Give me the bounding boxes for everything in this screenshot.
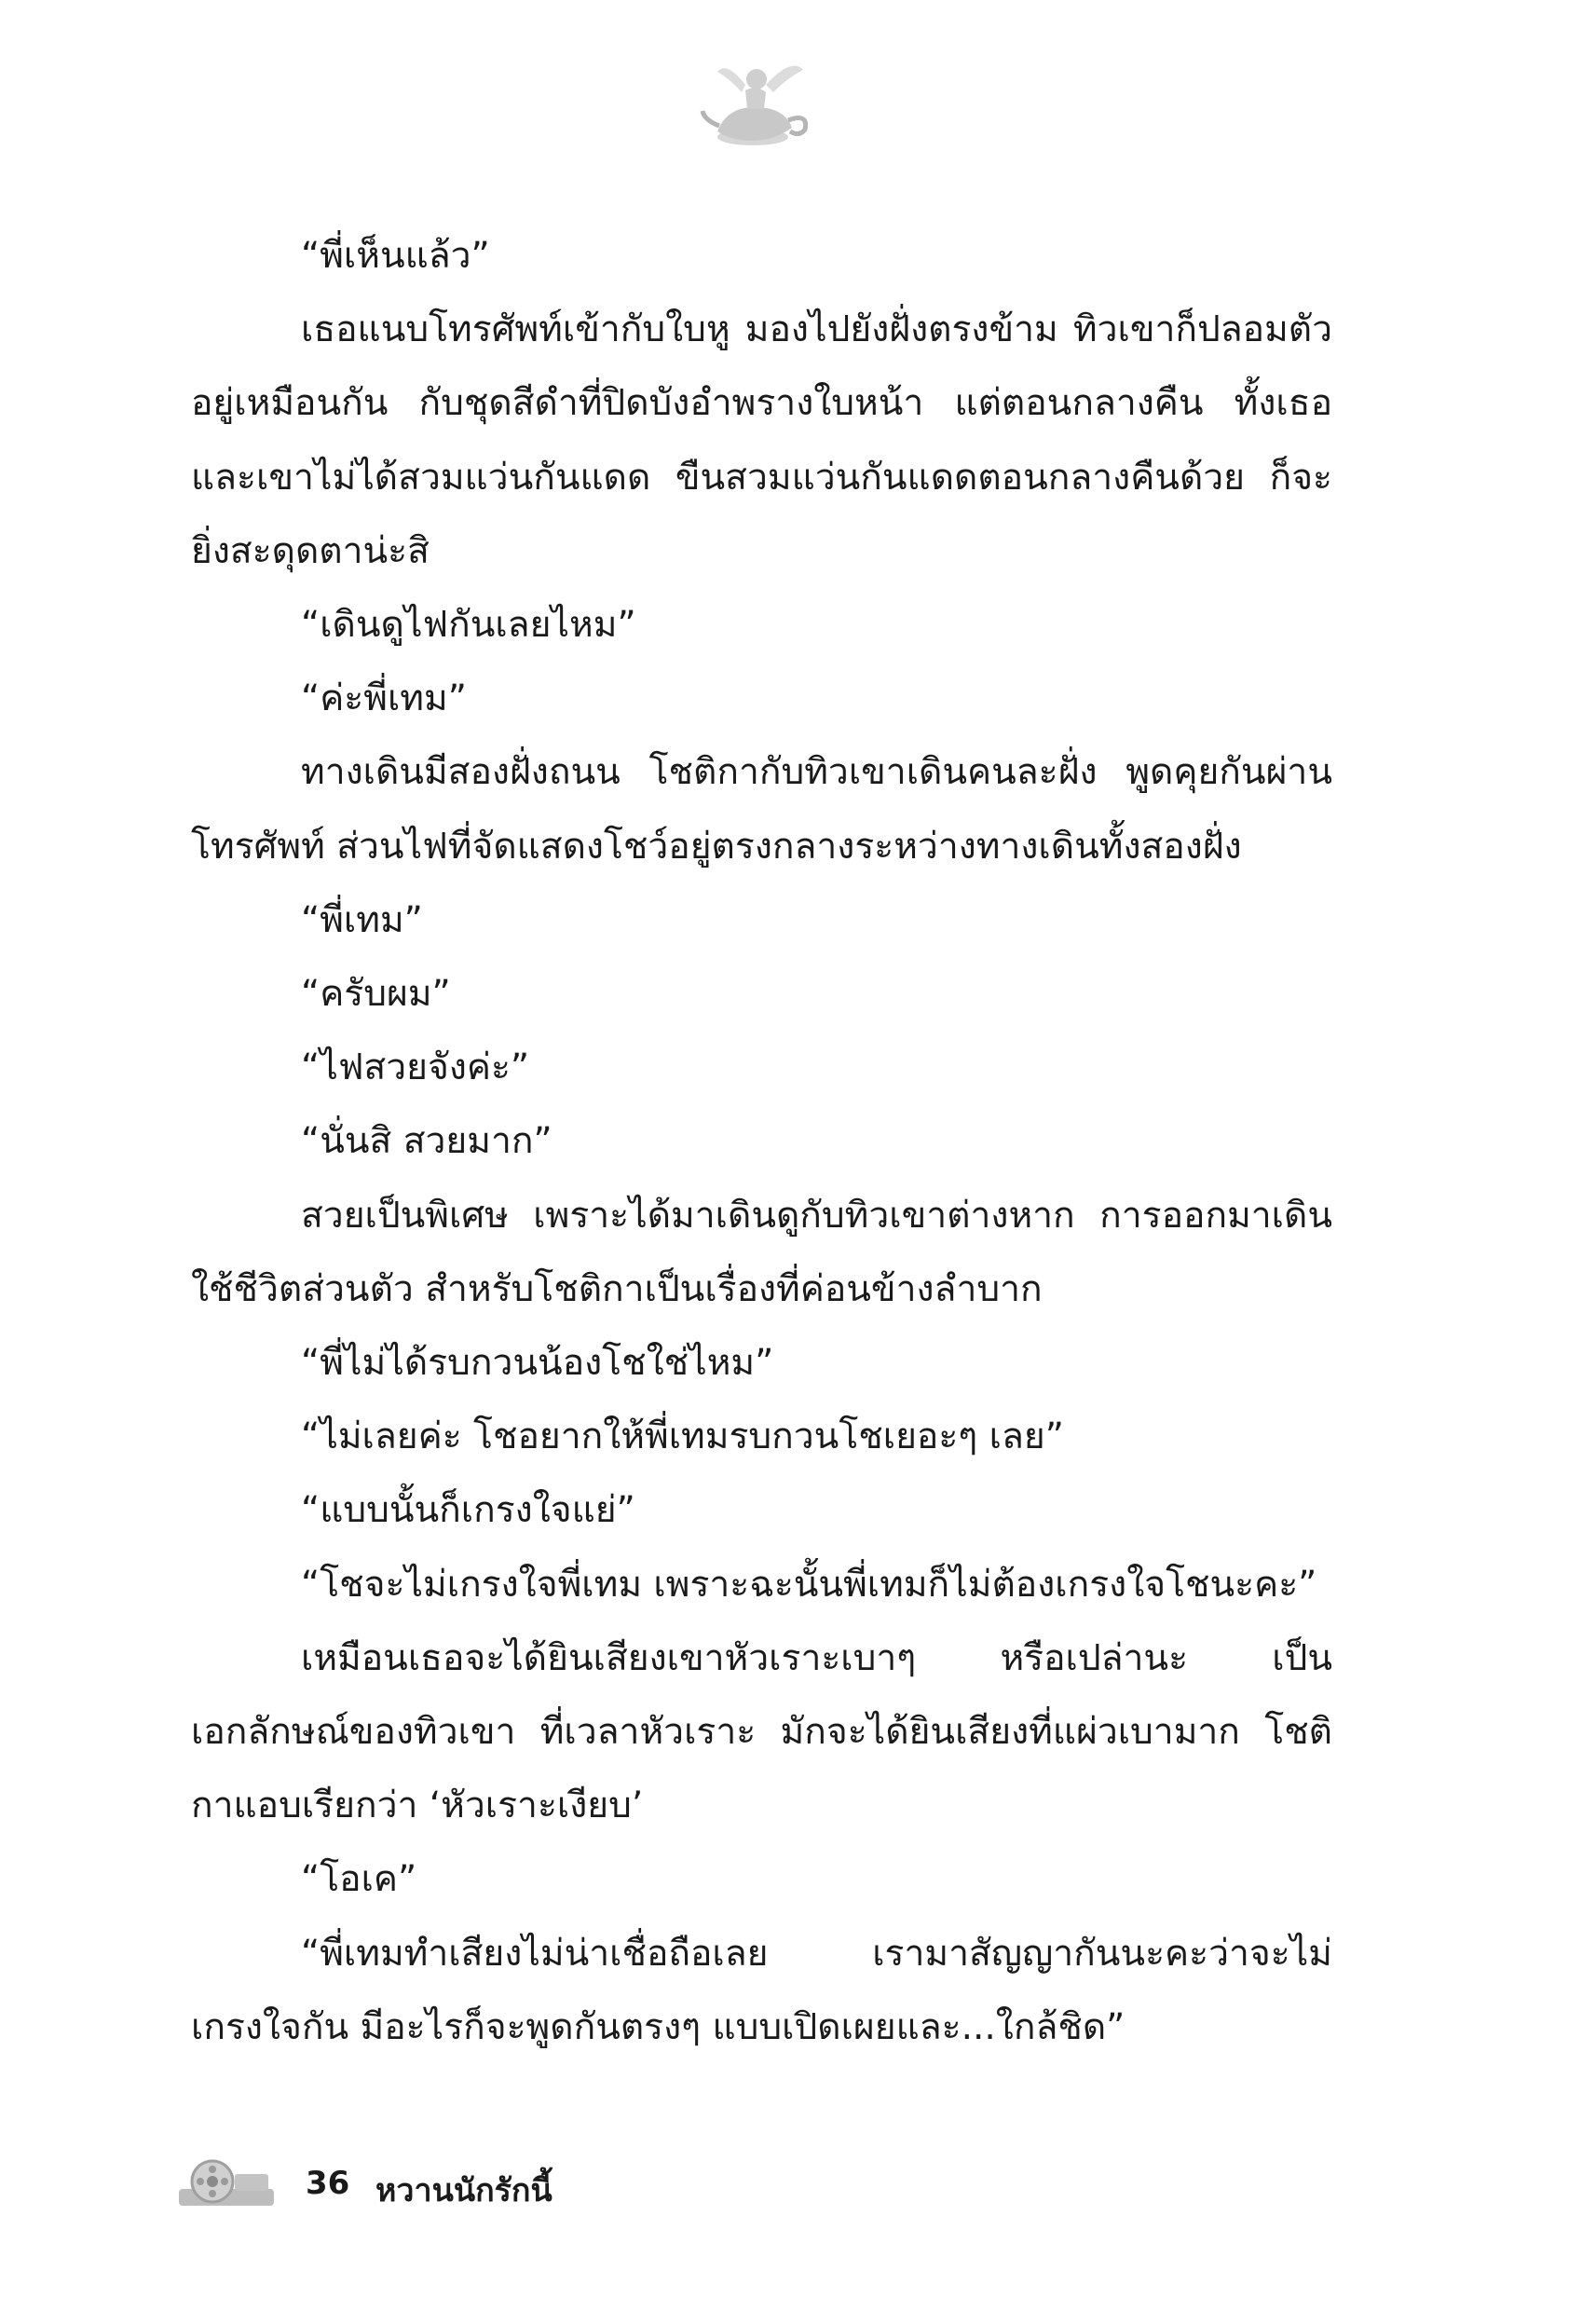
- narration-paragraph: ทางเดินมีสองฝั่งถนน โชติกากับทิวเขาเดินคนละฝั่ง พูดคุยกันผ่านโทรศัพท์ ส่วนไฟที่จัดแสดงโชว์อยู่ตรงกลางระหว่างทางเดินทั้งสองฝั่ง: [191, 751, 1332, 868]
- dialog-line: “พี่ไม่ได้รบกวนน้องโชใช่ไหม”: [301, 1342, 774, 1385]
- lamp-cupid-icon: [699, 51, 811, 154]
- dialog-line: “ไฟสวยจังค่ะ”: [301, 1046, 530, 1089]
- story-text: [191, 219, 1332, 2064]
- narration-paragraph: “พี่เทมทำเสียงไม่น่าเชื่อถือเลย เรามาสัญญากันนะคะว่าจะไม่เกรงใจกัน มีอะไรก็จะพูดกันตรงๆ แบบเปิดเผยและ...ใกล้ชิด”: [191, 1932, 1332, 2048]
- dialog-line: “ค่ะพี่เทม”: [301, 677, 467, 720]
- narration-paragraph: เหมือนเธอจะได้ยินเสียงเขาหัวเราะเบาๆ หรือเปล่านะ เป็นเอกลักษณ์ของทิวเขา ที่เวลาหัวเราะ มักจะได้ยินเสียงที่แผ่วเบามาก โชติกาแอบเรียกว่า ‘หัวเราะเงียบ’: [191, 1636, 1332, 1827]
- narration-paragraph: เธอแนบโทรศัพท์เข้ากับใบหู มองไปยังฝั่งตรงข้าม ทิวเขาก็ปลอมตัวอยู่เหมือนกัน กับชุดสีดำที่ปิดบังอำพรางใบหน้า แต่ตอนกลางคืน ทั้งเธอและเขาไม่ได้สวมแว่นกันแดด ขืนสวมแว่นกันแดดตอนกลางคืนด้วย ก็จะยิ่งสะดุดตาน่ะสิ: [191, 308, 1332, 572]
- dialog-line: “แบบนั้นก็เกรงใจแย่”: [301, 1489, 635, 1532]
- book-title: หวานนักรักนี้: [375, 2172, 552, 2209]
- dialog-line: “พี่เห็นแล้ว”: [301, 235, 490, 277]
- dialog-line: “ไม่เลยค่ะ โชอยากให้พี่เทมรบกวนโชเยอะๆ เลย”: [301, 1415, 1064, 1458]
- page-footer: [175, 2157, 827, 2213]
- film-reel-icon: [175, 2157, 278, 2209]
- dialog-line: “เดินดูไฟกันเลยไหม”: [301, 604, 636, 647]
- dialog-line: “โชจะไม่เกรงใจพี่เทม เพราะฉะนั้นพี่เทมก็ไม่ต้องเกรงใจโชนะคะ”: [301, 1563, 1317, 1606]
- dialog-line: “ครับผม”: [301, 973, 451, 1016]
- dialog-line: “นั่นสิ สวยมาก”: [301, 1120, 552, 1163]
- dialog-line: “พี่เทม”: [301, 898, 423, 941]
- page-number: 36: [306, 2165, 350, 2202]
- narration-paragraph: สวยเป็นพิเศษ เพราะได้มาเดินดูกับทิวเขาต่างหาก การออกมาเดินใช้ชีวิตส่วนตัว สำหรับโชติกาเป็นเรื่องที่ค่อนข้างลำบาก: [191, 1194, 1332, 1310]
- dialog-line: “โอเค”: [301, 1858, 417, 1901]
